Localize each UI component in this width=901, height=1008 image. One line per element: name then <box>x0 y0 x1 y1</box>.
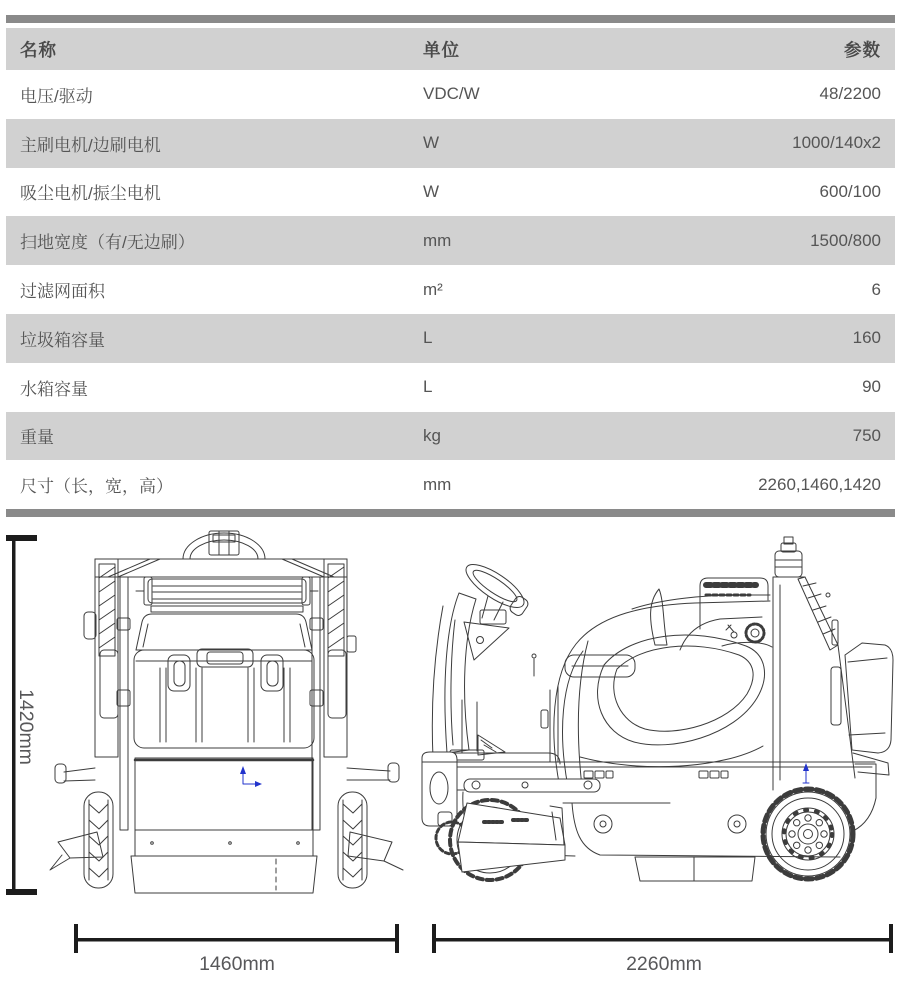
row-name: 水箱容量 <box>20 379 88 399</box>
table-row <box>6 314 895 363</box>
table-row <box>6 363 895 412</box>
table-row <box>6 70 895 119</box>
col-header-name: 名称 <box>20 39 57 60</box>
length-dimension-line <box>432 924 893 953</box>
row-value: 48/2200 <box>819 84 881 104</box>
row-name: 垃圾箱容量 <box>20 330 105 350</box>
table-row <box>6 168 895 217</box>
table-bottom-bar <box>6 509 895 517</box>
row-value: 600/100 <box>819 181 881 201</box>
row-unit: mm <box>423 230 452 250</box>
origin-marker-icon <box>803 763 809 783</box>
row-unit: W <box>423 181 440 201</box>
row-value: 90 <box>862 377 881 397</box>
row-unit: m² <box>423 279 443 299</box>
row-name: 扫地宽度（有/无边刷） <box>20 233 195 253</box>
row-unit: VDC/W <box>423 84 480 104</box>
table-row <box>6 265 895 314</box>
row-unit: L <box>423 328 433 348</box>
origin-marker-icon <box>240 766 262 787</box>
row-value: 1000/140x2 <box>792 133 881 153</box>
row-name: 尺寸（长，宽，高） <box>20 477 173 497</box>
col-header-unit: 单位 <box>423 39 460 60</box>
width-dimension-label: 1460mm <box>199 953 275 976</box>
row-name: 重量 <box>20 428 54 448</box>
row-unit: W <box>423 133 440 153</box>
table-header-row <box>6 28 895 70</box>
table-top-bar <box>6 15 895 23</box>
front-view-drawing <box>50 531 403 893</box>
row-name: 吸尘电机/振尘电机 <box>20 184 161 204</box>
row-value: 160 <box>852 328 881 348</box>
row-value: 1500/800 <box>810 230 881 250</box>
width-dimension-line <box>74 924 399 953</box>
height-dimension-label: 1420mm <box>14 689 37 766</box>
spec-table <box>6 15 895 517</box>
length-dimension-label: 2260mm <box>626 953 702 976</box>
table-row <box>6 119 895 168</box>
table-row <box>6 216 895 265</box>
side-view-drawing <box>422 537 893 881</box>
row-value: 6 <box>871 279 881 299</box>
row-name: 过滤网面积 <box>20 282 105 302</box>
row-value: 750 <box>852 425 881 445</box>
row-unit: kg <box>423 425 441 445</box>
col-header-value: 参数 <box>844 39 881 60</box>
row-name: 主刷电机/边刷电机 <box>20 135 161 155</box>
row-value: 2260,1460,1420 <box>758 474 881 494</box>
table-row <box>6 412 895 461</box>
table-row <box>6 460 895 509</box>
technical-drawings <box>0 517 901 993</box>
row-name: 电压/驱动 <box>20 86 93 106</box>
row-unit: L <box>423 377 433 397</box>
row-unit: mm <box>423 474 452 494</box>
